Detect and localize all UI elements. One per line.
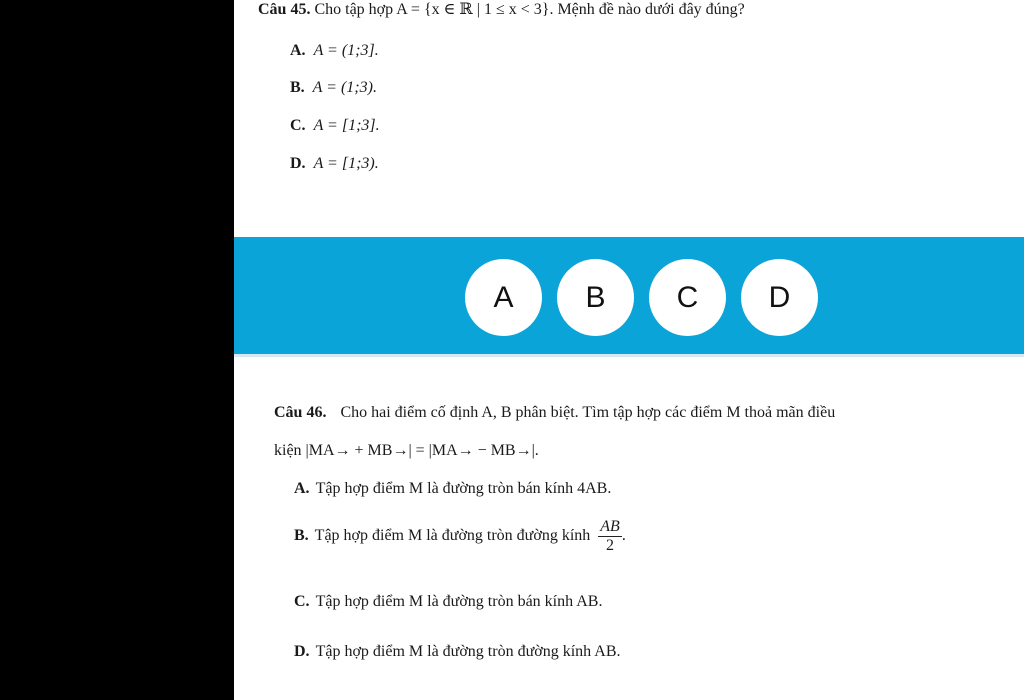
- q46-option-c-letter: C.: [294, 593, 310, 610]
- document-page: [234, 0, 1024, 700]
- question-45-text: Cho tập hợp A = {x ∈ ℝ | 1 ≤ x < 3}. Mệnh đề nào dưới đây đúng?: [314, 1, 745, 18]
- q46-option-d-letter: D.: [294, 643, 310, 660]
- answer-banner: [234, 237, 1024, 357]
- q45-option-a: [290, 42, 379, 60]
- q46-option-a: [294, 480, 611, 498]
- q45-option-b-letter: B.: [290, 79, 305, 96]
- question-45: [258, 0, 1018, 20]
- q46-option-b: B. Tập hợp điểm M là đường tròn đường kính $\frac{AB}{2}$ .: [294, 518, 626, 554]
- q46-option-b-text: Tập hợp điểm M là đường tròn đường kính: [314, 527, 591, 545]
- q46-option-a-text: Tập hợp điểm M là đường tròn bán kính 4AB.: [315, 480, 612, 497]
- q45-option-b-text: A = (1;3).: [312, 79, 377, 96]
- fraction-numerator: AB: [600, 518, 620, 535]
- answer-button-c[interactable]: C: [649, 259, 726, 336]
- q45-option-b: [290, 79, 377, 97]
- q46-option-c-text: Tập hợp điểm M là đường tròn bán kính AB.: [315, 593, 603, 610]
- q45-option-a-letter: A.: [290, 42, 306, 59]
- question-45-label: Câu 45.: [258, 1, 311, 18]
- q45-option-c-text: A = [1;3].: [313, 117, 380, 134]
- q45-option-d: [290, 155, 379, 173]
- fraction-denominator: 2: [606, 537, 615, 554]
- question-46-text: Cho hai điểm cố định A, B phân biệt. Tìm tập hợp các điểm M thoả mãn điều: [340, 404, 836, 421]
- question-46-condition: kiện |MA→ + MB→| = |MA→ − MB→|.: [274, 442, 539, 459]
- answer-button-b[interactable]: B: [557, 259, 634, 336]
- question-46-label: Câu 46.: [274, 404, 327, 421]
- q45-option-a-text: A = (1;3].: [313, 42, 379, 59]
- fraction: [598, 518, 622, 555]
- q46-option-b-letter: B.: [294, 527, 309, 545]
- q45-option-c-letter: C.: [290, 117, 306, 134]
- answer-button-d[interactable]: D: [741, 259, 818, 336]
- q46-option-d: [294, 643, 621, 661]
- q45-option-c: [290, 117, 380, 135]
- answer-button-a[interactable]: A: [465, 259, 542, 336]
- q46-option-a-letter: A.: [294, 480, 310, 497]
- q46-option-d-text: Tập hợp điểm M là đường tròn đường kính AB.: [315, 643, 621, 660]
- q45-option-d-text: A = [1;3).: [313, 155, 379, 172]
- q46-option-c: [294, 593, 602, 611]
- q45-option-d-letter: D.: [290, 155, 306, 172]
- question-46: [274, 402, 1014, 424]
